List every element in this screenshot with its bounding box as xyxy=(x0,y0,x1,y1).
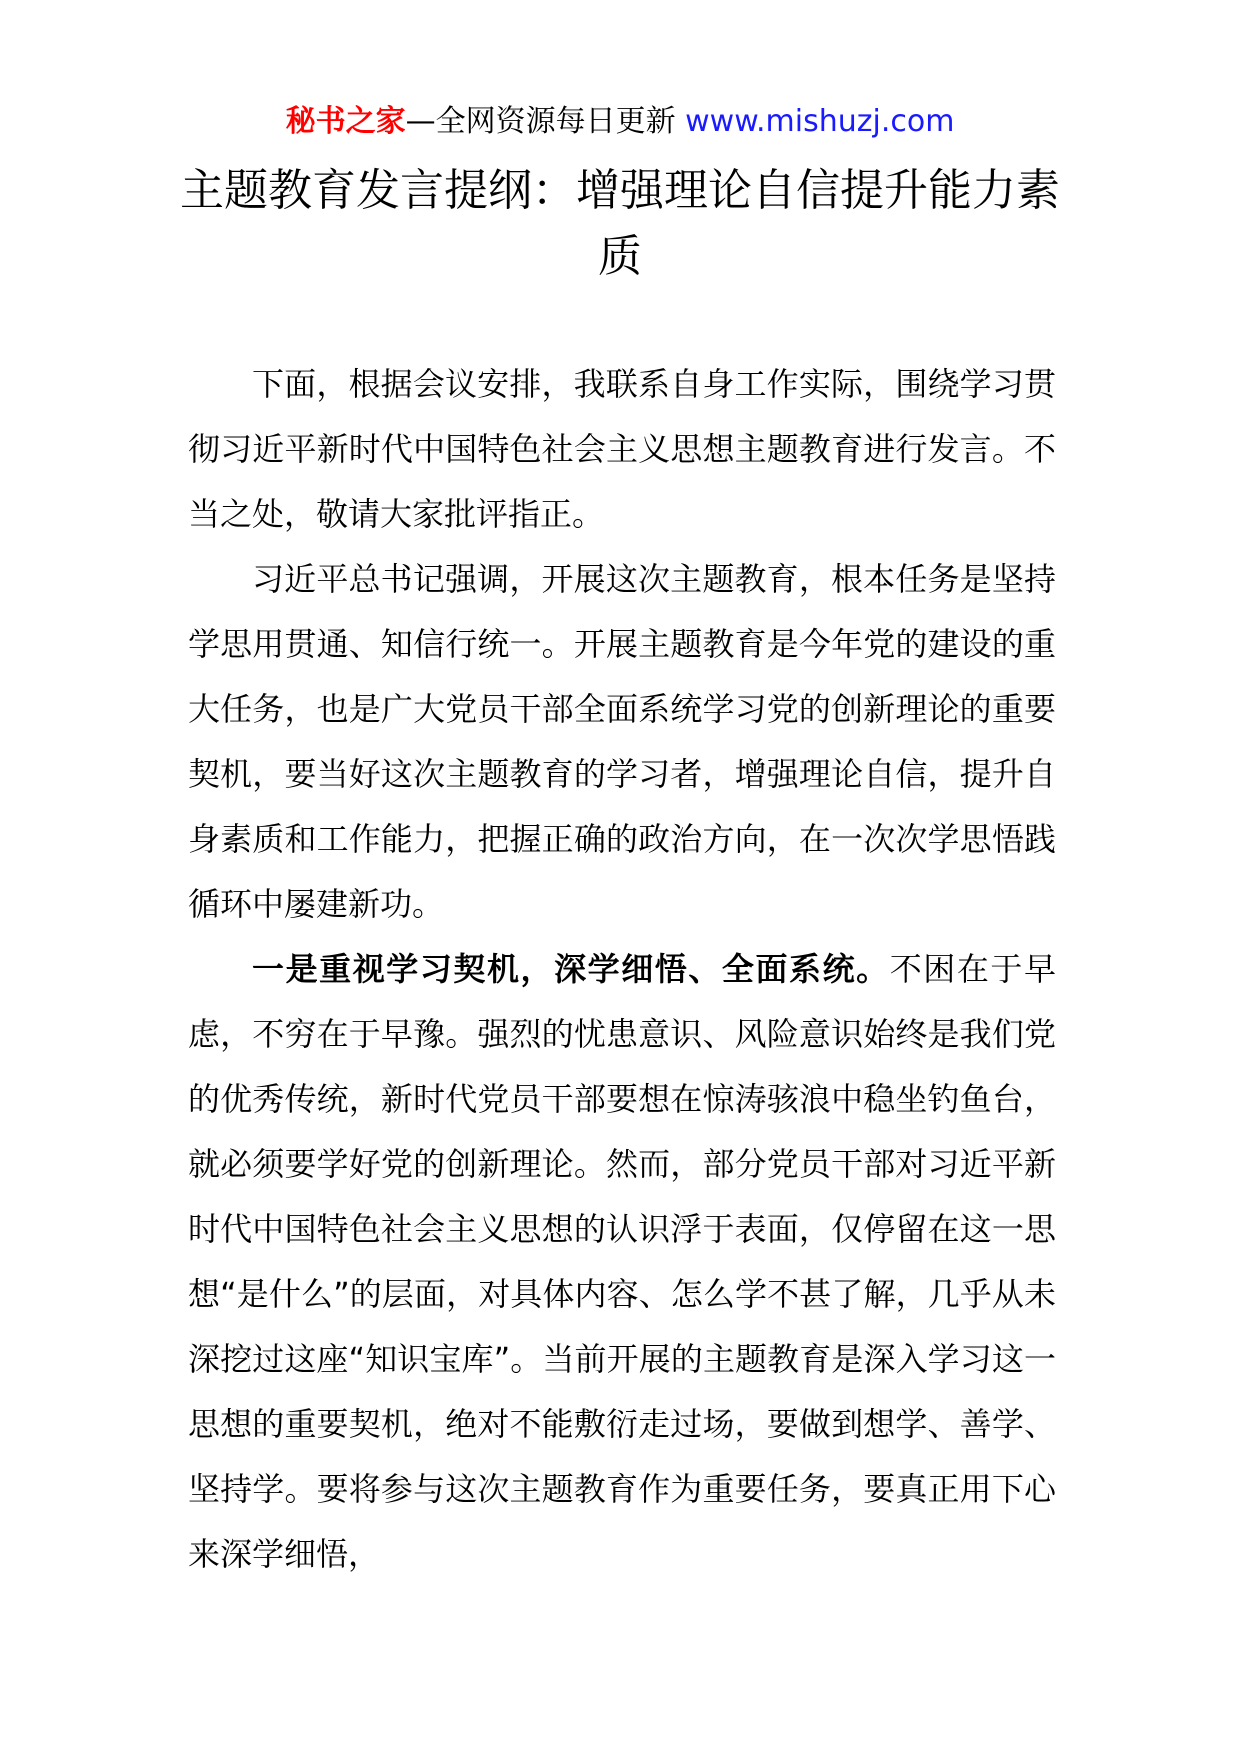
paragraph-3 xyxy=(188,937,1056,1587)
header-tagline: —全网资源每日更新 xyxy=(405,104,676,139)
paragraph-1-text: 下面，根据会议安排，我联系自身工作实际，围绕学习贯彻习近平新时代中国特色社会主义思想主题教育进行发言。不当之处，敬请大家批评指正。 xyxy=(188,365,1056,533)
site-url-link[interactable]: www.mishuzj.com xyxy=(685,104,955,139)
brand-name: 秘书之家 xyxy=(285,104,406,139)
paragraph-2 xyxy=(188,547,1056,937)
document-title: 主题教育发言提纲：增强理论自信提升能力素质 xyxy=(180,165,1060,282)
paragraph-3-text: 不困在于早虑，不穷在于早豫。强烈的忧患意识、风险意识始终是我们党的优秀传统，新时代党员干部要想在惊涛骇浪中稳坐钓鱼台，就必须要学好党的创新理论。然而，部分党员干部对习近平新时代中国特色社会主义思想的认识浮于表面，仅停留在这一思想“是什么”的层面，对具体内容、怎么学不甚了解，几乎从未深挖过这座“知识宝库”。当前开展的主题教育是深入学习这一思想的重要契机，绝对不能敷衍走过场，要做到想学、善学、坚持学。要将参与这次主题教育作为重要任务，要真正用下心来深学细悟， xyxy=(188,950,1056,1573)
paragraph-1 xyxy=(188,352,1056,547)
paragraph-2-text: 习近平总书记强调，开展这次主题教育，根本任务是坚持学思用贯通、知信行统一。开展主题教育是今年党的建设的重大任务，也是广大党员干部全面系统学习党的创新理论的重要契机，要当好这次主题教育的学习者，增强理论自信，提升自身素质和工作能力，把握正确的政治方向，在一次次学思悟践循环中屡建新功。 xyxy=(188,560,1056,923)
site-header xyxy=(0,100,1240,144)
document-body xyxy=(188,352,1056,1587)
paragraph-3-lead: 一是重视学习契机，深学细悟、全面系统。 xyxy=(252,950,890,988)
